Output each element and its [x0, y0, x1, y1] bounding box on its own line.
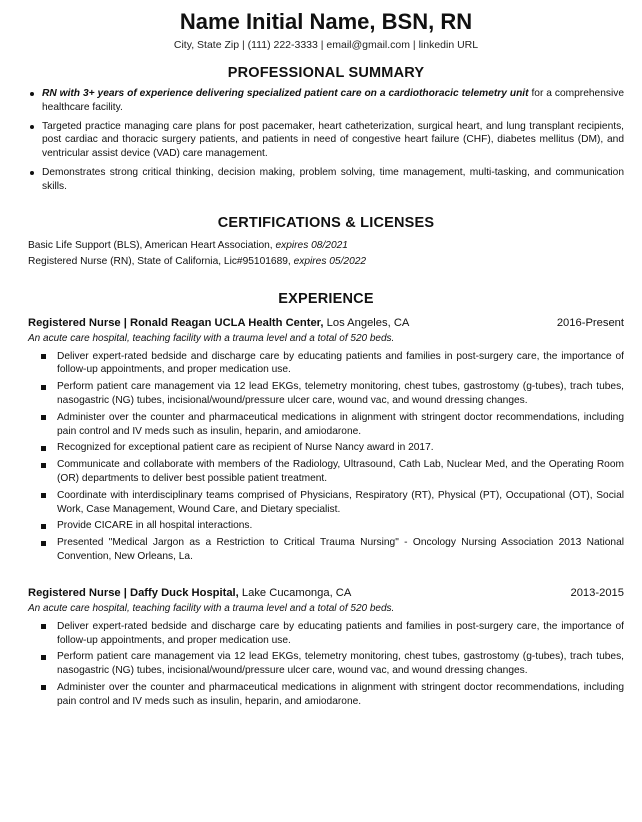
certifications-list — [28, 238, 624, 270]
certification-item — [28, 238, 624, 254]
job-header — [28, 316, 624, 331]
job-bullets — [38, 620, 624, 709]
job-bullet: Administer over the counter and pharmaceutical medications in alignment with stringent doctor recommendations, including pain control and IV meds such as insulin, heparin, and amiodarone. — [38, 681, 624, 709]
certifications-heading: CERTIFICATIONS & LICENSES — [217, 214, 435, 231]
job-entry — [28, 316, 624, 564]
summary-text: for a comprehensive healthcare facility. — [42, 88, 624, 113]
job-bullet: Deliver expert-rated bedside and discharge care by educating patients and families in post-surgery care, the importance of follow-up appointments, and proper medication use. — [38, 620, 624, 648]
contact-info: City, State Zip | (111) 222-3333 | email@gmail.com | linkedin URL — [173, 39, 479, 51]
experience-heading: EXPERIENCE — [278, 290, 374, 307]
job-title-line — [28, 316, 409, 331]
job-entry — [28, 586, 624, 709]
summary-emphasis: RN with 3+ years of experience delivering specialized patient care on a cardiothoracic telemetry unit — [42, 88, 529, 99]
job-bullets — [38, 350, 624, 564]
certification-item — [28, 254, 624, 270]
certification-expiry: expires 05/2022 — [293, 255, 367, 267]
summary-heading: PROFESSIONAL SUMMARY — [227, 65, 425, 81]
certification-expiry: expires 08/2021 — [275, 239, 348, 251]
job-title-line — [28, 586, 351, 601]
job-description: An acute care hospital, teaching facility with a trauma level and a total of 520 beds. — [28, 332, 395, 344]
job-bullet: Coordinate with interdisciplinary teams comprised of Physicians, Respiratory (RT), Physical (PT), Occupational (OT), Social Work, Case Management, Wound Care, and Dietary specialist. — [38, 489, 624, 517]
summary-list — [28, 87, 624, 194]
job-bullet: Communicate and collaborate with members of the Radiology, Ultrasound, Cath Lab, Nuclear Med, and the Operating Room (OR) departments to deliver best possible patient treatment. — [38, 458, 624, 486]
job-dates: 2016-Present — [556, 316, 624, 329]
job-dates: 2013-2015 — [570, 586, 624, 599]
job-location: Lake Cucamonga, CA — [238, 586, 352, 599]
job-bullet: Perform patient care management via 12 lead EKGs, telemetry monitoring, chest tubes, gastrostomy (g-tubes), trach tubes, nasogastric (NG) tubes, incisional/wound/pressure ulcer care, wound vac, and wound dressing changes. — [38, 650, 624, 678]
job-bullet: Deliver expert-rated bedside and discharge care by educating patients and families in post-surgery care, the importance of follow-up appointments, and proper medication use. — [38, 350, 624, 378]
summary-item — [28, 120, 624, 161]
summary-text: Targeted practice managing care plans for post pacemaker, heart catheterization, surgical heart, and lung transplant recipients, post cardiac and thoracic surgery patients, and patients in need of congestive heart failure (CHF), diabetes mellitus (DM), and ventricular assist device (VAD) care management. — [42, 120, 624, 160]
job-bullet: Provide CICARE in all hospital interactions. — [38, 519, 624, 533]
summary-item — [28, 166, 624, 194]
job-title: Registered Nurse | Ronald Reagan UCLA Health Center, — [28, 316, 324, 329]
job-bullet: Administer over the counter and pharmaceutical medications in alignment with stringent doctor recommendations, including pain control and IV meds such as insulin, heparin, and amiodarone. — [38, 411, 624, 439]
resume-page — [28, 8, 624, 712]
job-bullet: Perform patient care management via 12 lead EKGs, telemetry monitoring, chest tubes, gastrostomy (g-tubes), trach tubes, nasogastric (NG) tubes, incisional/wound/pressure ulcer care, wound vac, and wound dressing changes. — [38, 380, 624, 408]
job-header — [28, 586, 624, 601]
summary-text: Demonstrates strong critical thinking, decision making, problem solving, time management, multi-tasking, and communication skills. — [42, 166, 624, 192]
job-title: Registered Nurse | Daffy Duck Hospital, — [28, 586, 239, 599]
job-location: Los Angeles, CA — [323, 316, 410, 329]
candidate-name: Name Initial Name, BSN, RN — [179, 9, 473, 34]
summary-item — [28, 87, 624, 115]
certification-text: Basic Life Support (BLS), American Heart Association, — [28, 239, 276, 251]
job-bullet: Recognized for exceptional patient care as recipient of Nurse Nancy award in 2017. — [38, 441, 624, 455]
job-description: An acute care hospital, teaching facility with a trauma level and a total of 520 beds. — [28, 602, 395, 614]
job-bullet: Presented "Medical Jargon as a Restriction to Critical Trauma Nursing" - Oncology Nursing Association 2013 National Convention, New Orleans, La. — [38, 536, 624, 564]
certification-text: Registered Nurse (RN), State of California, Lic#95101689, — [28, 255, 294, 267]
